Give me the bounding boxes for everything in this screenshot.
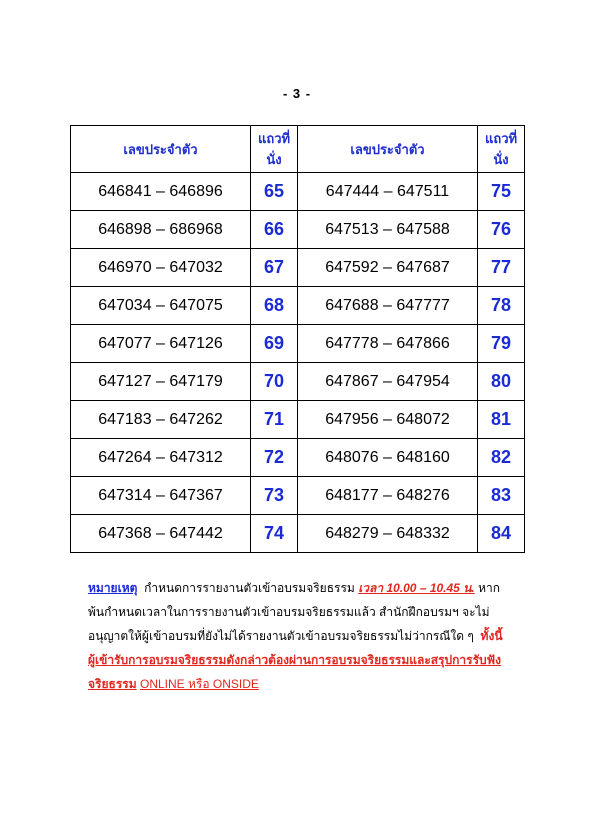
id-range-right: 647513 – 647588 (298, 211, 478, 249)
remark-text-2: หากพ้นกำหนดเวลาในการรายงานตัวเข้าอบรมจริยธรรมแล้ว สำนักฝึกอบรมฯ จะไม่อนุญาตให้ผู้เข้าอบรมที่ยังไม่ได้รายงานตัวเข้าอบรมจริยธรรมไม่ว่ากรณีใด ๆ (88, 581, 500, 643)
id-range-right: 647592 – 647687 (298, 249, 478, 287)
seat-assignment-table (70, 125, 525, 553)
id-range-left: 646841 – 646896 (71, 173, 251, 211)
id-range-left: 646898 – 686968 (71, 211, 251, 249)
id-range-left: 647034 – 647075 (71, 287, 251, 325)
id-range-left: 646970 – 647032 (71, 249, 251, 287)
table-row (71, 173, 525, 211)
seat-row-left: 73 (251, 477, 298, 515)
seat-row-left: 68 (251, 287, 298, 325)
id-range-right: 647778 – 647866 (298, 325, 478, 363)
remark-time: เวลา 10.00 – 10.45 น. (358, 581, 475, 595)
header-id-right: เลขประจำตัว (298, 126, 478, 173)
header-row-right: แถวที่นั่ง (478, 126, 525, 173)
header-row-left: แถวที่นั่ง (251, 126, 298, 173)
seat-row-right: 77 (478, 249, 525, 287)
table-row (71, 211, 525, 249)
seat-row-right: 83 (478, 477, 525, 515)
header-id-left: เลขประจำตัว (71, 126, 251, 173)
seat-row-right: 78 (478, 287, 525, 325)
id-range-right: 647956 – 648072 (298, 401, 478, 439)
seat-row-right: 75 (478, 173, 525, 211)
seat-row-left: 65 (251, 173, 298, 211)
seat-row-right: 84 (478, 515, 525, 553)
seat-row-left: 72 (251, 439, 298, 477)
remark-online-onside: ONLINE หรือ ONSIDE (139, 677, 259, 691)
id-range-right: 648177 – 648276 (298, 477, 478, 515)
seat-row-right: 82 (478, 439, 525, 477)
table-row (71, 249, 525, 287)
table-row (71, 363, 525, 401)
id-range-right: 648076 – 648160 (298, 439, 478, 477)
id-range-right: 647444 – 647511 (298, 173, 478, 211)
seat-row-right: 79 (478, 325, 525, 363)
table-header-row (71, 126, 525, 173)
id-range-right: 647867 – 647954 (298, 363, 478, 401)
id-range-left: 647077 – 647126 (71, 325, 251, 363)
table-row (71, 325, 525, 363)
page-number: - 3 - (282, 86, 312, 101)
table-row (71, 439, 525, 477)
table-row (71, 477, 525, 515)
id-range-left: 647264 – 647312 (71, 439, 251, 477)
id-range-left: 647127 – 647179 (71, 363, 251, 401)
table-row (71, 515, 525, 553)
seat-row-left: 70 (251, 363, 298, 401)
seat-row-left: 67 (251, 249, 298, 287)
remark-emphasis-1: ทั้งนี้ (480, 629, 503, 643)
id-range-right: 648279 – 648332 (298, 515, 478, 553)
seat-row-left: 71 (251, 401, 298, 439)
seat-row-right: 76 (478, 211, 525, 249)
seat-row-right: 80 (478, 363, 525, 401)
remark-label: หมายเหตุ (88, 581, 138, 595)
id-range-left: 647183 – 647262 (71, 401, 251, 439)
id-range-left: 647368 – 647442 (71, 515, 251, 553)
seat-row-right: 81 (478, 401, 525, 439)
seat-row-left: 66 (251, 211, 298, 249)
remark-emphasis-2: ผู้เข้ารับการอบรมจริยธรรมดังกล่าวต้องผ่านการอบรมจริยธรรมและสรุปการรับฟังจริยธรรม (88, 653, 502, 691)
table-row (71, 401, 525, 439)
id-range-left: 647314 – 647367 (71, 477, 251, 515)
remark-note (88, 576, 508, 696)
seat-row-left: 69 (251, 325, 298, 363)
seat-row-left: 74 (251, 515, 298, 553)
table-row (71, 287, 525, 325)
remark-text-1: กำหนดการรายงานตัวเข้าอบรมจริยธรรม (144, 581, 355, 595)
id-range-right: 647688 – 647777 (298, 287, 478, 325)
